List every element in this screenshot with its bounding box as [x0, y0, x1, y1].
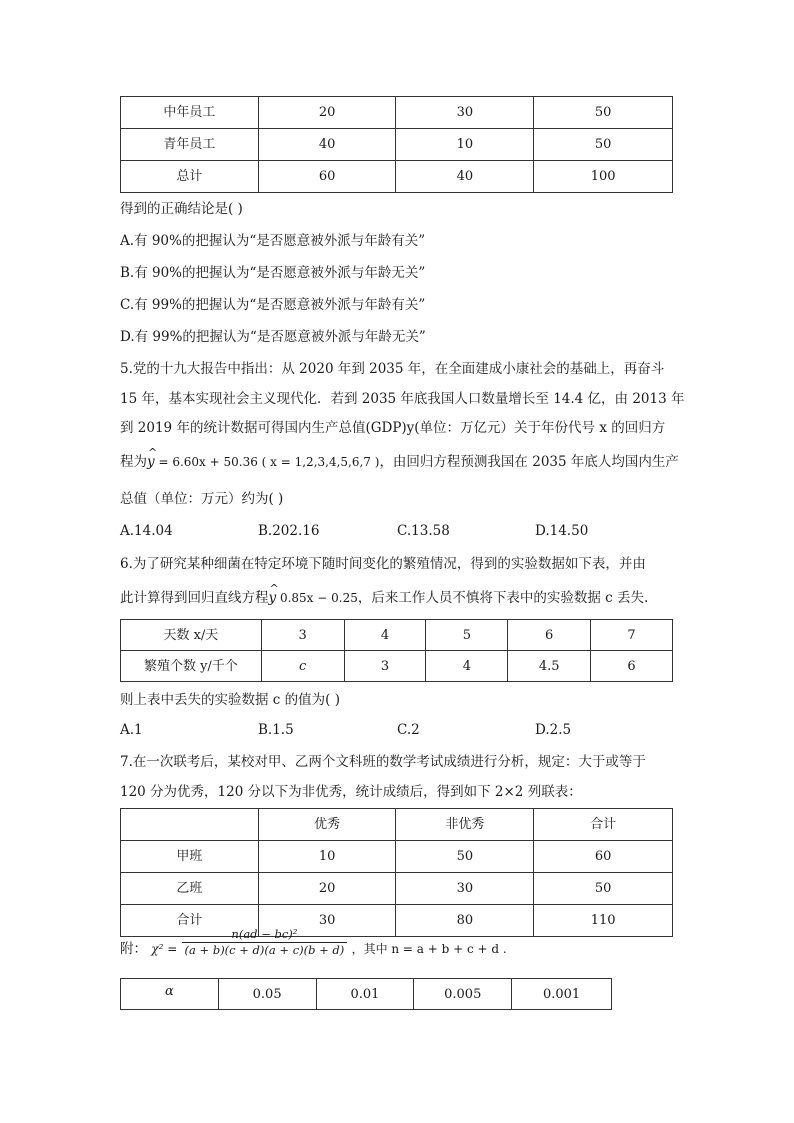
table-cell: 30: [258, 905, 396, 937]
q6-option-c: C.2: [397, 722, 420, 738]
contingency-table: [120, 808, 673, 937]
table-cell: 乙班: [121, 873, 259, 905]
q5-option-d: D.14.50: [535, 523, 589, 539]
table-cell: 50: [534, 873, 673, 905]
alpha-table: [120, 978, 612, 1010]
table-cell: 50: [534, 129, 673, 161]
table-cell: 合计: [534, 809, 673, 841]
q6-line-2-suffix: ，后来工作人员不慎将下表中的实验数据 c 丢失.: [357, 590, 649, 606]
q6-question: 则上表中丢失的实验数据 c 的值为( ): [120, 692, 340, 708]
q4-option-d: D.有 99%的把握认为“是否愿意被外派与年龄无关”: [120, 329, 426, 345]
q4-option-c: C.有 99%的把握认为“是否愿意被外派与年龄有关”: [120, 297, 426, 313]
table-row: [121, 809, 673, 841]
table-cell: 60: [534, 841, 673, 873]
q6-option-b: B.1.5: [258, 722, 294, 738]
q6-regression-equation: 0.85x − 0.25: [276, 591, 358, 605]
q6-option-d: D.2.5: [535, 722, 572, 738]
table-cell: 3: [344, 651, 426, 682]
q5-line-4-prefix: 程为: [120, 454, 147, 470]
table-cell: 6: [591, 651, 673, 682]
table-cell: α: [121, 979, 219, 1010]
q5-line-1: 5.党的十九大报告中指出：从 2020 年到 2035 年，在全面建成小康社会的基础上，再奋斗: [120, 361, 665, 377]
q5-option-c: C.13.58: [397, 523, 450, 539]
table-cell: 总计: [121, 161, 259, 193]
table-cell: 0.01: [316, 979, 414, 1010]
table-cell: 0.001: [512, 979, 612, 1010]
q5-line-4-suffix: ，由回归方程预测我国在 2035 年底人均国内生产: [379, 454, 679, 470]
table-cell: 80: [396, 905, 534, 937]
formula-denominator: (a + b)(c + d)(a + c)(b + d): [184, 943, 345, 958]
table-cell: [121, 809, 259, 841]
appendix-prefix: 附：: [120, 941, 147, 958]
q4-option-a: A.有 90%的把握认为“是否愿意被外派与年龄有关”: [120, 233, 426, 249]
table-cell: 4: [344, 620, 426, 651]
q5-option-a: A.14.04: [120, 523, 173, 539]
q6-line-1: 6.为了研究某种细菌在特定环境下随时间变化的繁殖情况，得到的实验数据如下表，并由: [120, 556, 646, 572]
y-hat-symbol: ^ y: [147, 456, 155, 470]
appendix-suffix: ，其中 n = a + b + c + d .: [351, 942, 507, 957]
q5-line-5: 总值（单位：万元）约为( ): [120, 491, 284, 507]
q5-line-3: 到 2019 年的统计数据可得国内生产总值(GDP)y(单位：万亿元）关于年份代号 x 的回归方: [120, 420, 666, 436]
table-cell: 50: [534, 97, 673, 129]
formula-fraction: [182, 928, 348, 957]
q6-line-2-prefix: 此计算得到回归直线方程: [120, 590, 269, 606]
q5-line-2: 15 年，基本实现社会主义现代化．若到 2035 年底我国人口数量增长至 14.4 亿，由 2013 年: [120, 391, 685, 407]
table-cell: 6: [508, 620, 591, 651]
table-cell: c: [261, 651, 344, 682]
q7-line-1: 7.在一次联考后，某校对甲、乙两个文科班的数学考试成绩进行分析，规定：大于或等于: [120, 754, 646, 770]
table-cell: 60: [258, 161, 396, 193]
table-row: [121, 161, 673, 193]
table-cell: 青年员工: [121, 129, 259, 161]
table-cell: 天数 x/天: [121, 620, 262, 651]
table-row: [121, 97, 673, 129]
q5-line-4: [120, 456, 679, 470]
q5-regression-equation: = 6.60x + 50.36 ( x = 1,2,3,4,5,6,7 ): [154, 455, 380, 469]
table-cell: 20: [258, 97, 396, 129]
table-cell: 7: [591, 620, 673, 651]
table-cell: 30: [396, 97, 534, 129]
table-cell: 3: [261, 620, 344, 651]
table-row: [121, 651, 673, 682]
q6-line-2: [120, 592, 648, 606]
table-cell: 甲班: [121, 841, 259, 873]
age-survey-table: [120, 96, 673, 193]
chi-square-formula: [120, 927, 507, 958]
table-cell: 110: [534, 905, 673, 937]
table-cell: 20: [258, 873, 396, 905]
table-cell: 10: [258, 841, 396, 873]
q6-option-a: A.1: [120, 722, 143, 738]
table-cell: 中年员工: [121, 97, 259, 129]
q5-option-b: B.202.16: [258, 523, 320, 539]
y-hat-symbol: ^ y: [269, 592, 277, 606]
table-cell: 繁殖个数 y/千个: [121, 651, 262, 682]
table-row: [121, 841, 673, 873]
table-cell: 30: [396, 873, 534, 905]
table-row: [121, 620, 673, 651]
table-cell: 0.005: [414, 979, 512, 1010]
chi-square-lhs: χ² =: [151, 942, 178, 957]
table-cell: 4.5: [508, 651, 591, 682]
table-cell: 0.05: [218, 979, 316, 1010]
bacteria-data-table: [120, 619, 673, 682]
q4-option-b: B.有 90%的把握认为“是否愿意被外派与年龄无关”: [120, 265, 426, 281]
table-cell: 100: [534, 161, 673, 193]
table-cell: 40: [258, 129, 396, 161]
table-row: [121, 873, 673, 905]
table-cell: 50: [396, 841, 534, 873]
table-cell: 优秀: [258, 809, 396, 841]
table-cell: 5: [426, 620, 508, 651]
formula-numerator: n(ad − bc)²: [182, 928, 348, 943]
q7-line-2: 120 分为优秀，120 分以下为非优秀，统计成绩后，得到如下 2×2 列联表：: [120, 784, 582, 800]
table-cell: 非优秀: [396, 809, 534, 841]
table-cell: 40: [396, 161, 534, 193]
table-cell: 4: [426, 651, 508, 682]
table-row: [121, 129, 673, 161]
table-row: [121, 979, 612, 1010]
table-cell: 合计: [121, 905, 259, 937]
q4-conclusion: 得到的正确结论是( ): [120, 201, 243, 217]
table-cell: 10: [396, 129, 534, 161]
